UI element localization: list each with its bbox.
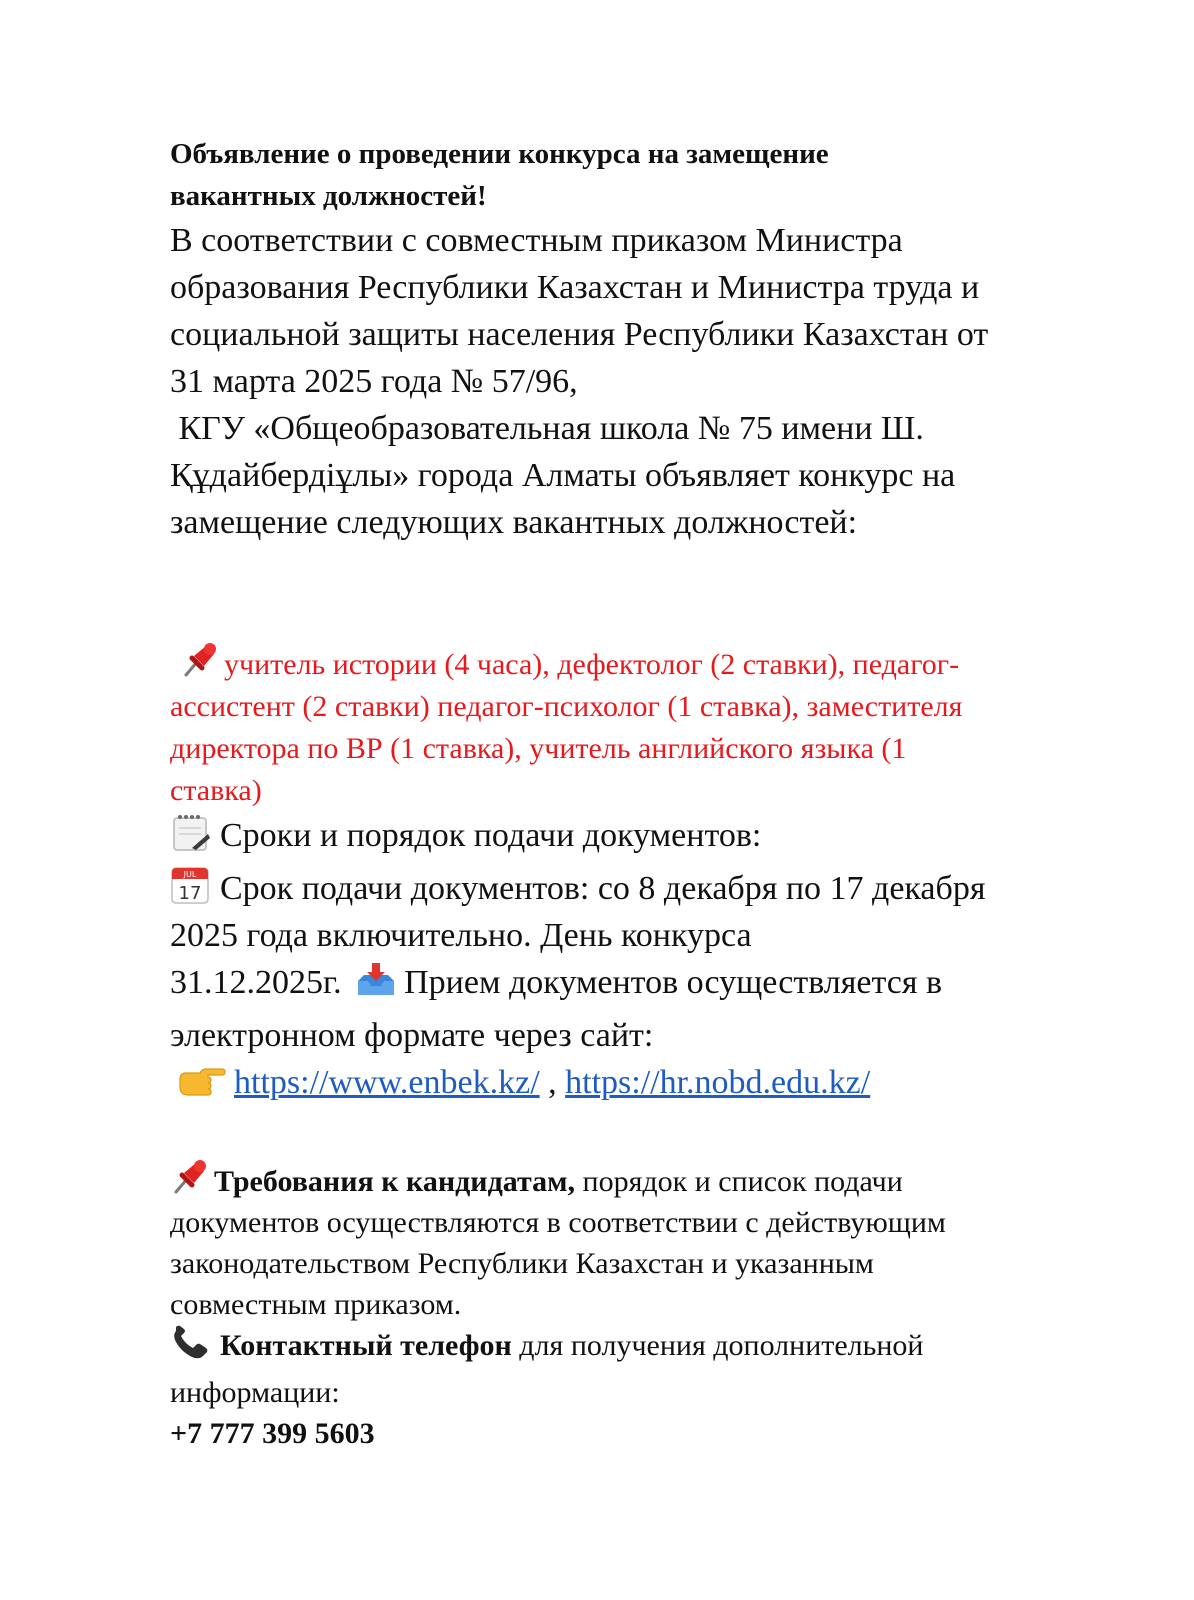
requirements-line: законодательством Республики Казахстан и указанным [170, 1247, 874, 1280]
contact-section [170, 1325, 1135, 1454]
calendar-day: 17 [178, 883, 202, 904]
title-line-1: Объявление о проведении конкурса на замещение [170, 138, 829, 170]
requirements-line: совместным приказом. [170, 1288, 462, 1321]
announcement-page [170, 133, 1135, 1454]
nobd-link[interactable]: https://hr.nobd.edu.kz/ [565, 1064, 871, 1101]
intro-line: В соответствии с совместным приказом Министра [170, 222, 903, 259]
title-line-2: вакантных должностей! [170, 180, 487, 212]
contest-date: 31.12.2025г. [170, 964, 342, 1001]
requirements-line: документов осуществляются в соответствии с действующим [170, 1206, 946, 1239]
intro-line: 31 марта 2025 года № 57/96, [170, 363, 578, 400]
notepad-icon [170, 812, 212, 865]
deadlines-section [170, 812, 1135, 1112]
intro-line: образования Республики Казахстан и Министра труда и [170, 269, 980, 306]
vacancy-line: директора по ВР (1 ставка), учитель английского языка (1 [170, 732, 907, 765]
phone-number[interactable]: +7 777 399 5603 [170, 1417, 375, 1450]
intro-paragraph [170, 217, 1135, 546]
requirements-line: порядок и список подачи [575, 1165, 903, 1198]
announcement-title [170, 133, 1135, 217]
intro-line: социальной защиты населения Республики Казахстан от [170, 316, 989, 353]
pointing-hand-icon [178, 1065, 226, 1112]
period-line: Прием документов осуществляется в [404, 964, 943, 1001]
vacancy-line: ставка) [170, 774, 262, 807]
enbek-link[interactable]: https://www.enbek.kz/ [234, 1064, 540, 1101]
vacancy-line: ассистент (2 ставки) педагог-психолог (1 ставка), заместителя [170, 690, 963, 723]
requirements-heading: Требования к кандидатам, [214, 1165, 576, 1198]
telephone-receiver-icon [170, 1325, 212, 1372]
period-line: 2025 года включительно. День конкурса [170, 917, 752, 954]
vacancy-line: учитель истории (4 часа), дефектолог (2 ставки), педагог- [224, 648, 960, 681]
contact-line: для получения дополнительной [511, 1329, 924, 1362]
intro-line: Құдайбердіұлы» города Алматы объявляет конкурс на [170, 457, 956, 494]
intro-line: КГУ «Общеобразовательная школа № 75 имени Ш. [170, 410, 924, 447]
vacancies-list [170, 642, 1135, 812]
pushpin-icon [170, 1159, 208, 1193]
link-separator: , [548, 1064, 557, 1101]
period-line: Срок подачи документов: со 8 декабря по 17 декабря [220, 870, 986, 907]
calendar-month: JUL [183, 870, 197, 879]
contact-line: информации: [170, 1376, 340, 1409]
intro-line: замещение следующих вакантных должностей: [170, 504, 858, 541]
requirements-section [170, 1159, 1135, 1325]
deadlines-header: Сроки и порядок подачи документов: [220, 817, 762, 854]
contact-heading: Контактный телефон [220, 1329, 512, 1362]
pushpin-icon [180, 642, 218, 676]
period-line: электронном формате через сайт: [170, 1017, 654, 1054]
calendar-icon [170, 865, 210, 905]
inbox-tray-icon [354, 961, 398, 1012]
